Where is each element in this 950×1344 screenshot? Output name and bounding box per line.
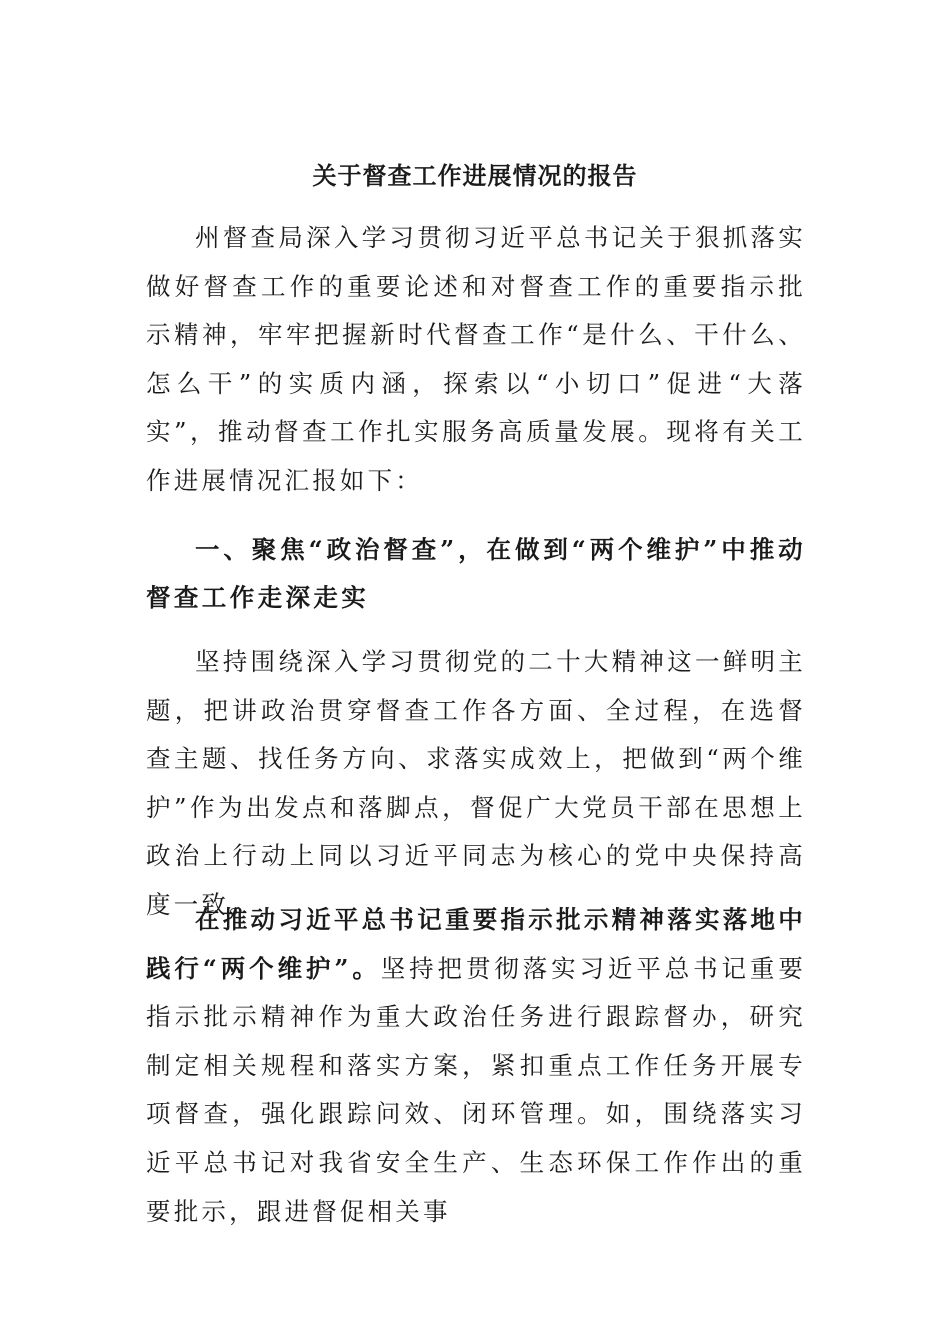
paragraph-lead-sentence: 在推动习近平总书记重要指示批示精神落实落地中践行“两个维护”。 (146, 905, 806, 983)
intro-paragraph: 州督查局深入学习贯彻习近平总书记关于狠抓落实做好督查工作的重要论述和对督查工作的重要指示批示精神，牢牢把握新时代督查工作“是什么、干什么、怎么干”的实质内涵，探索以“小切口”促进“大落实”，推动督查工作扎实服务高质量发展。现将有关工作进展情况汇报如下： (146, 223, 806, 495)
paragraph-body-text: 坚持把贯彻落实习近平总书记重要指示批示精神作为重大政治任务进行跟踪督办，研究制定相关规程和落实方案，紧扣重点工作任务开展专项督查，强化跟踪问效、闭环管理。如，围绕落实习近平总书记对我省安全生产、生态环保工作作出的重要批示，跟进督促相关事 (146, 953, 807, 1226)
section-1-paragraph-2 (146, 896, 806, 1236)
section-heading-1: 一、聚焦“政治督查”，在做到“两个维护”中推动督查工作走深走实 (146, 535, 806, 612)
section-1-paragraph-1: 坚持围绕深入学习贯彻党的二十大精神这一鲜明主题，把讲政治贯穿督查工作各方面、全过程，在选督查主题、找任务方向、求落实成效上，把做到“两个维护”作为出发点和落脚点，督促广大党员干部在思想上政治上行动上同以习近平同志为核心的党中央保持高度一致。 (146, 647, 806, 919)
document-title: 关于督查工作进展情况的报告 (312, 161, 638, 190)
